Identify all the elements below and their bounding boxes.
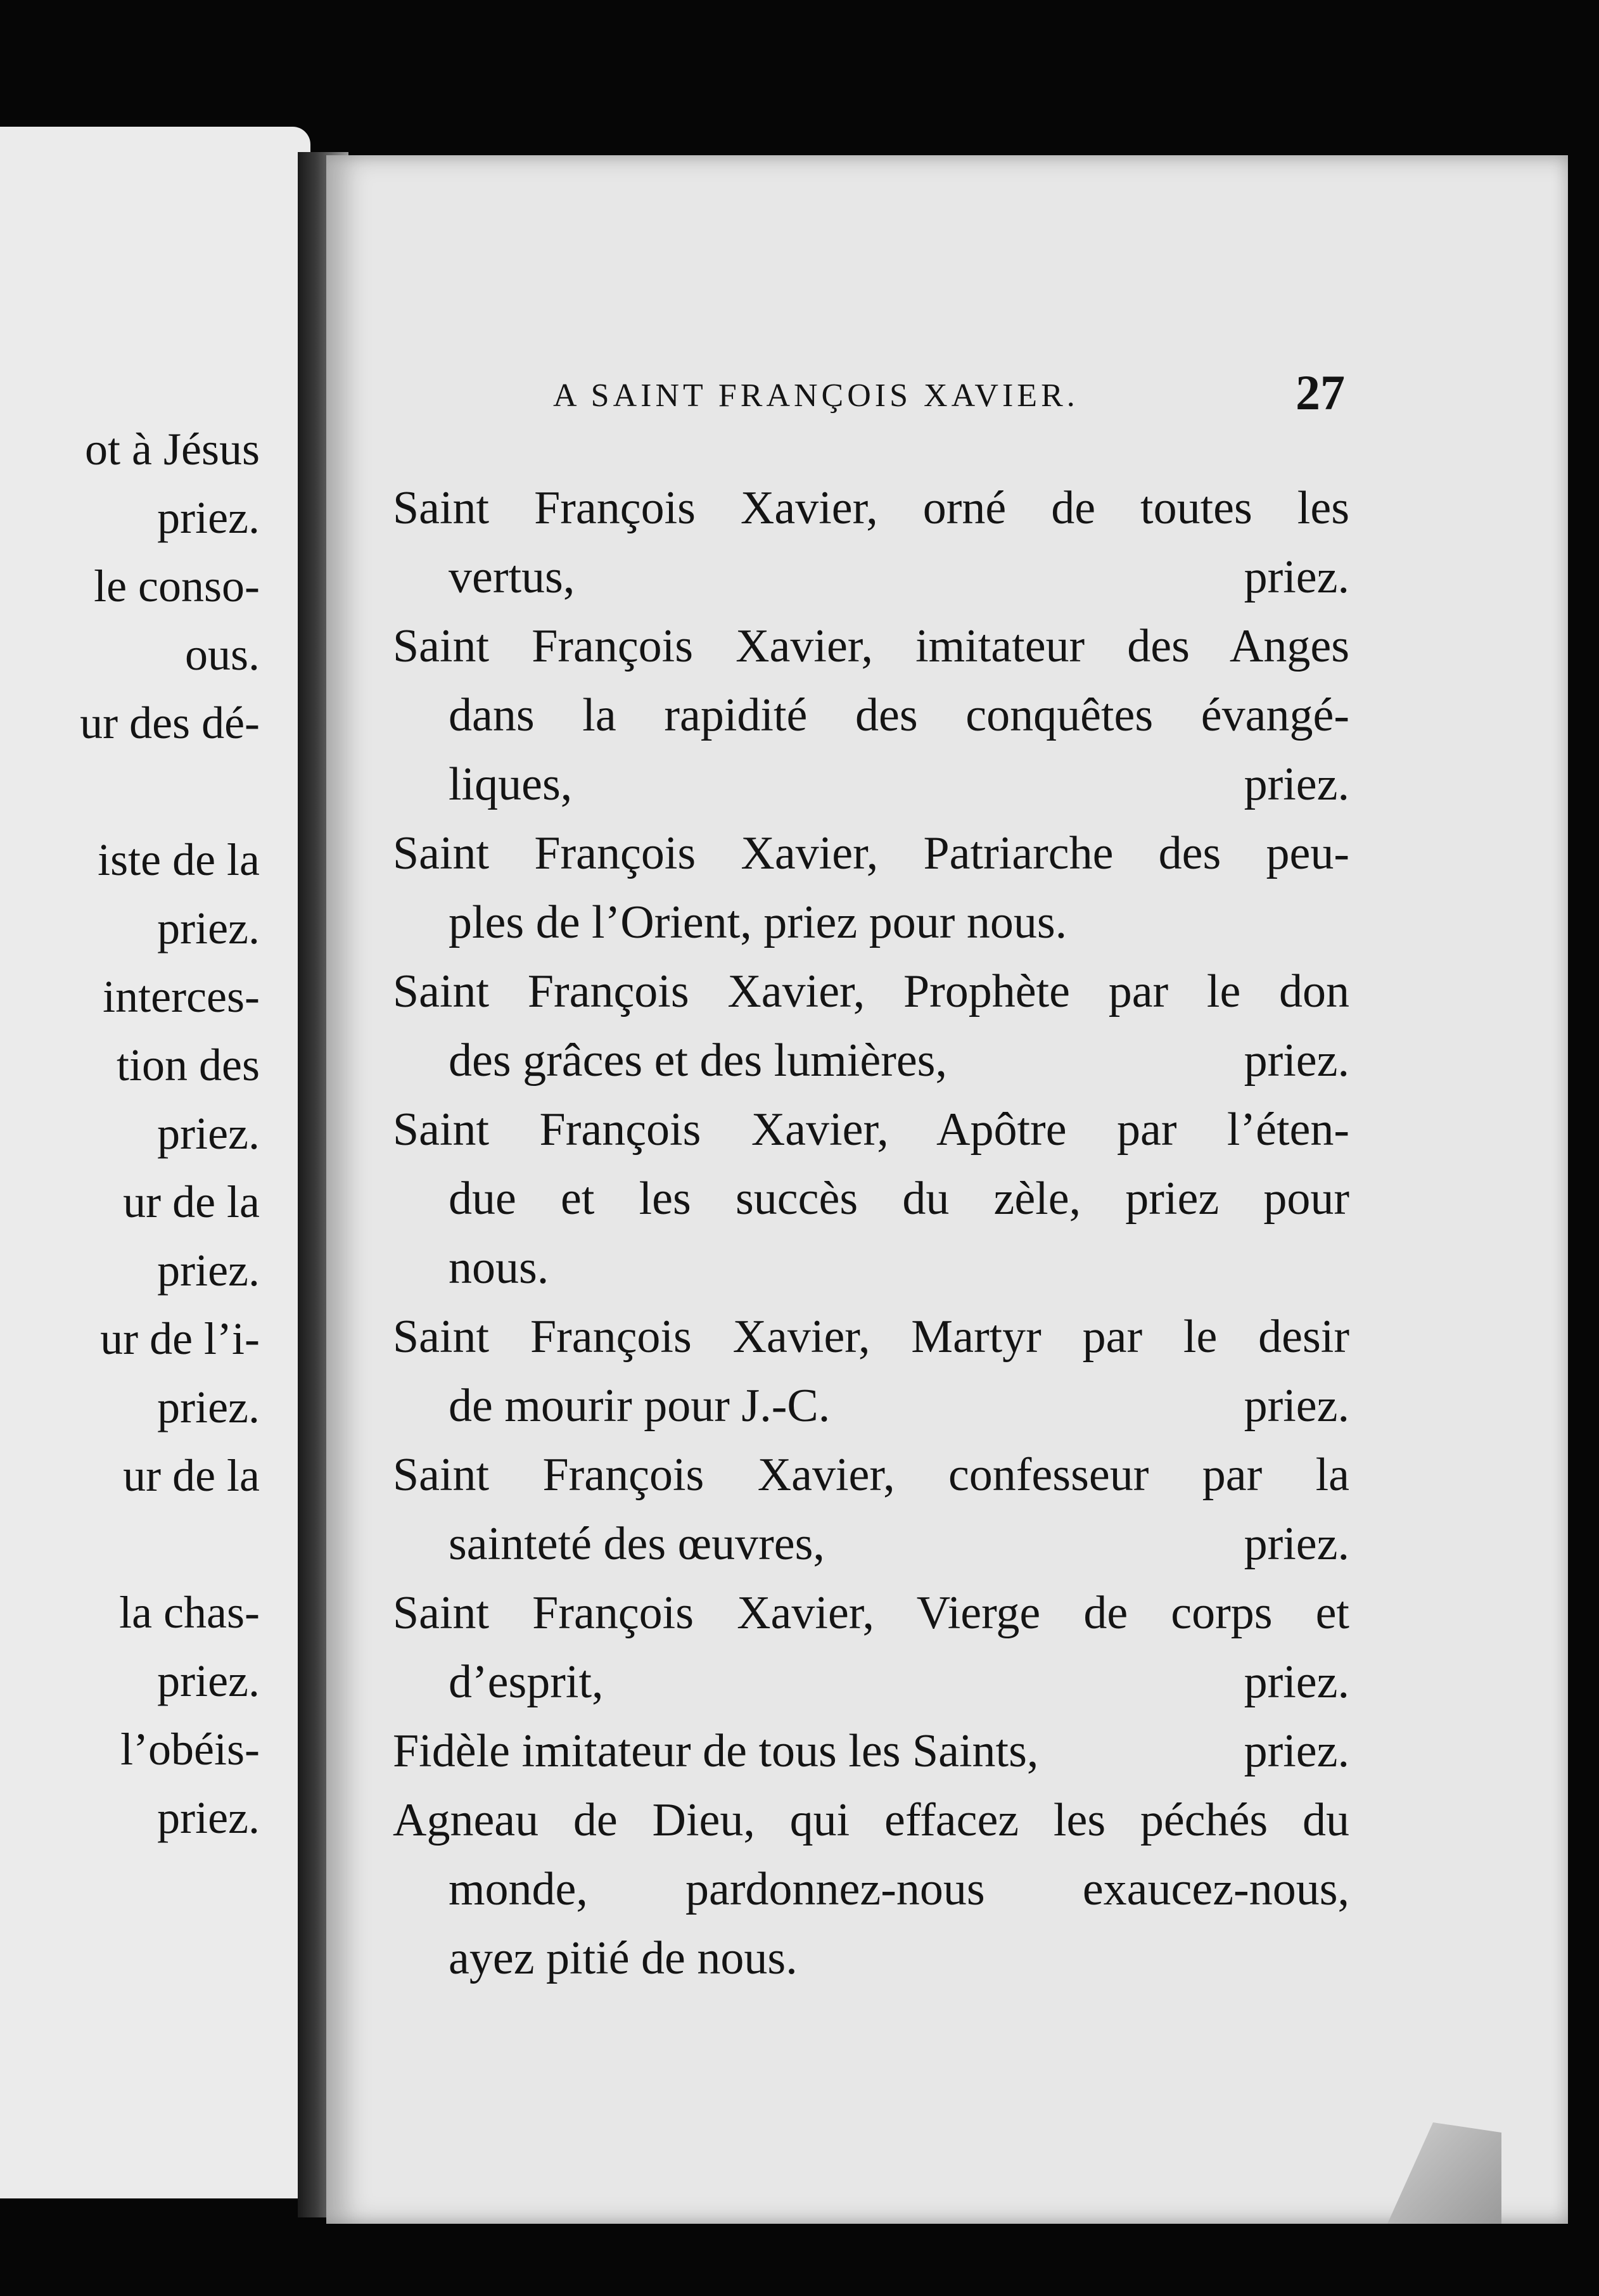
left-page-line: tion des	[117, 1040, 260, 1090]
left-page-line: priez.	[157, 1245, 260, 1296]
litany-line	[393, 1717, 1349, 1786]
litany-line-text: Saint François Xavier, Prophète par le don	[393, 966, 1349, 1017]
litany-line-text: Saint François Xavier, Apôtre par l’éten-	[393, 1104, 1349, 1156]
left-page-line: l’obéis-	[120, 1724, 260, 1775]
left-page-line: priez.	[157, 903, 260, 953]
litany-text	[393, 474, 1349, 1993]
litany-line-text: ples de l’Orient, priez pour nous.	[449, 896, 1067, 948]
litany-line	[393, 1648, 1349, 1717]
litany-entry	[393, 1717, 1349, 1786]
litany-entry	[393, 474, 1349, 612]
left-page-line: la chas-	[119, 1587, 260, 1638]
left-page-line: interces-	[103, 971, 260, 1022]
litany-line	[393, 957, 1349, 1026]
left-page-line: priez.	[157, 1108, 260, 1159]
left-page-line: priez.	[157, 1792, 260, 1843]
litany-line-text: Saint François Xavier, Vierge de corps et	[393, 1587, 1349, 1639]
left-page-line: ur des dé-	[80, 698, 260, 748]
left-page-line	[0, 757, 260, 826]
litany-line-text: de mourir pour J.-C.	[449, 1380, 831, 1432]
litany-line	[393, 612, 1349, 681]
left-page	[0, 127, 310, 2198]
left-page-line: ous.	[184, 629, 260, 680]
litany-line-text: Saint François Xavier, Martyr par le desir	[393, 1311, 1349, 1363]
left-page-line: ur de l’i-	[100, 1313, 260, 1364]
litany-line-text: Saint François Xavier, confesseur par la	[393, 1449, 1349, 1501]
litany-line	[393, 1026, 1349, 1095]
litany-line	[393, 819, 1349, 888]
litany-line	[393, 1303, 1349, 1372]
litany-entry	[393, 1786, 1349, 1993]
response-priez: priez.	[1244, 1380, 1349, 1432]
response-priez: priez.	[1244, 551, 1349, 603]
response-priez: priez.	[1244, 1725, 1349, 1777]
left-page-line: ot à Jésus	[85, 424, 260, 475]
litany-entry	[393, 1441, 1349, 1579]
litany-entry	[393, 1095, 1349, 1303]
litany-line	[393, 543, 1349, 612]
litany-line-text: vertus,	[449, 551, 575, 603]
left-page-line: le conso-	[94, 561, 260, 611]
litany-line	[393, 1786, 1349, 1855]
litany-line	[393, 681, 1349, 750]
response-priez: priez.	[1244, 758, 1349, 810]
response-priez: priez.	[1244, 1035, 1349, 1087]
litany-line	[393, 1579, 1349, 1648]
litany-entry	[393, 957, 1349, 1095]
litany-entry	[393, 612, 1349, 819]
litany-line	[393, 1924, 1349, 1993]
litany-line-text: monde, pardonnez-nous exaucez-nous,	[449, 1863, 1349, 1915]
litany-line-text: sainteté des œuvres,	[449, 1518, 825, 1570]
litany-line	[393, 1095, 1349, 1164]
litany-line	[393, 1855, 1349, 1924]
litany-line-text: Agneau de Dieu, qui effacez les péchés du	[393, 1794, 1349, 1846]
litany-line	[393, 1510, 1349, 1579]
litany-line-text: Saint François Xavier, Patriarche des peu-	[393, 827, 1349, 879]
litany-line-text: ayez pitié de nous.	[449, 1932, 798, 1984]
page-header	[553, 365, 1345, 421]
litany-line	[393, 1372, 1349, 1441]
litany-line-text: liques,	[449, 758, 573, 810]
litany-line-text: dans la rapidité des conquêtes évangé-	[449, 689, 1349, 741]
litany-line-text: d’esprit,	[449, 1656, 604, 1708]
left-page-text	[0, 415, 260, 1852]
left-page-line	[0, 1510, 260, 1578]
left-page-line: priez.	[157, 492, 260, 543]
response-priez: priez.	[1244, 1518, 1349, 1570]
litany-line	[393, 1441, 1349, 1510]
litany-line-text: Saint François Xavier, imitateur des Anges	[393, 620, 1349, 672]
litany-line	[393, 888, 1349, 957]
litany-line-text: nous.	[449, 1242, 549, 1294]
running-title: A SAINT FRANÇOIS XAVIER.	[553, 378, 1079, 414]
litany-line	[393, 750, 1349, 819]
litany-entry	[393, 1579, 1349, 1717]
litany-line	[393, 1164, 1349, 1234]
litany-entry	[393, 819, 1349, 957]
left-page-line: priez.	[157, 1655, 260, 1706]
left-page-line: iste de la	[98, 834, 260, 885]
left-page-line: ur de la	[123, 1450, 260, 1501]
litany-line	[393, 1234, 1349, 1303]
left-page-line: priez.	[157, 1382, 260, 1432]
litany-line	[393, 474, 1349, 543]
response-priez: priez.	[1244, 1656, 1349, 1708]
page-number: 27	[1296, 365, 1345, 420]
litany-line-text: due et les succès du zèle, priez pour	[449, 1173, 1349, 1225]
litany-entry	[393, 1303, 1349, 1441]
left-page-line: ur de la	[123, 1177, 260, 1227]
litany-line-text: Fidèle imitateur de tous les Saints,	[393, 1725, 1039, 1777]
litany-line-text: des grâces et des lumières,	[449, 1035, 947, 1087]
litany-line-text: Saint François Xavier, orné de toutes les	[393, 482, 1349, 534]
